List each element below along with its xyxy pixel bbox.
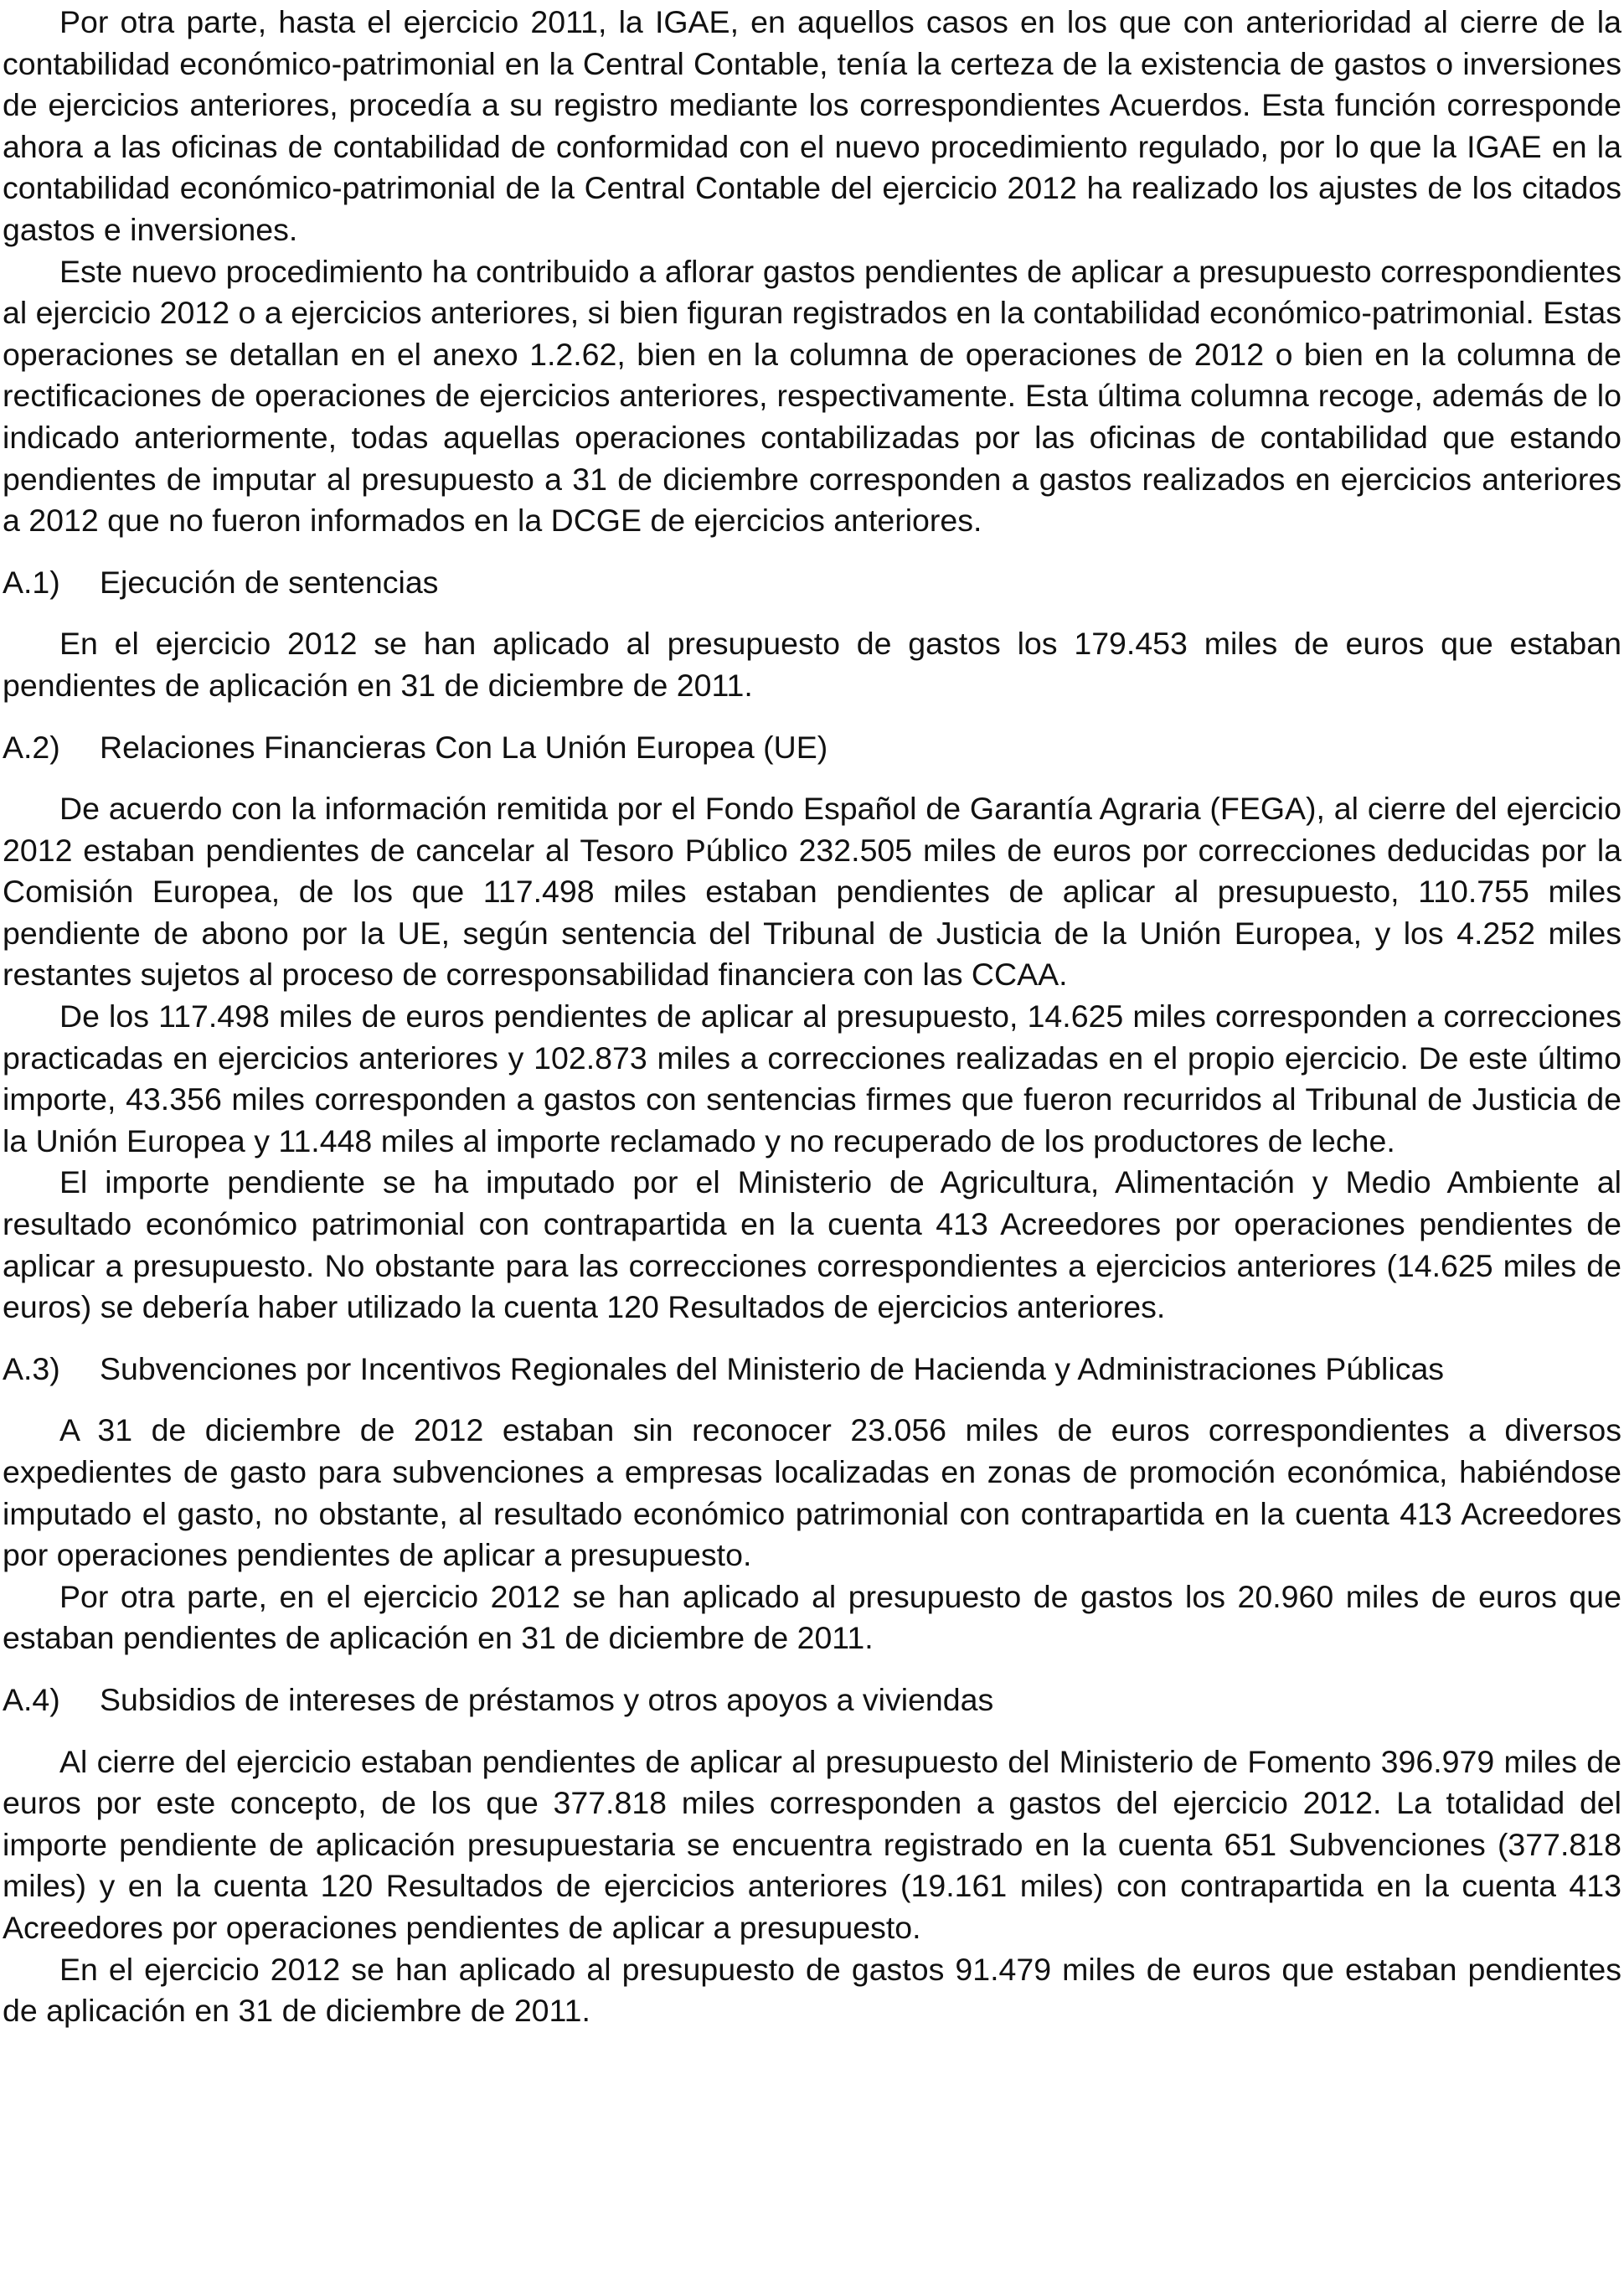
section-a4-paragraph-2: En el ejercicio 2012 se han aplicado al presupuesto de gastos 91.479 miles de euros que estaban pendientes de aplicación en 31 de diciembre de 2011. <box>3 1951 1621 2029</box>
section-a2-paragraph-2: De los 117.498 miles de euros pendientes de aplicar al presupuesto, 14.625 miles corresponden a correcciones practicadas en ejercicios anteriores y 102.873 miles a correcciones realizadas en el propio ejercicio. De este último importe, 43.356 miles corresponden a gastos con sentencias firmes que fueron recurridos al Tribunal de Justicia de la Unión Europea y 11.448 miles al importe reclamado y no recuperado de los productores de leche. <box>3 998 1621 1158</box>
intro-paragraph-1: Por otra parte, hasta el ejercicio 2011, la IGAE, en aquellos casos en los que con anterioridad al cierre de la contabilidad económico-patrimonial en la Central Contable, tenía la certeza de la existencia de gastos o inversiones de ejercicios anteriores, procedía a su registro mediante los correspondientes Acuerdos. Esta función corresponde ahora a las oficinas de contabilidad de conformidad con el nuevo procedimiento regulado, por lo que la IGAE en la contabilidad económico-patrimonial de la Central Contable del ejercicio 2012 ha realizado los ajustes de los citados gastos e inversiones. <box>3 4 1621 247</box>
section-title: Relaciones Financieras Con La Unión Europea (UE) <box>100 729 828 765</box>
document-body <box>3 2 1621 2032</box>
section-a1-paragraph-1: En el ejercicio 2012 se han aplicado al presupuesto de gastos los 179.453 miles de euros que estaban pendientes de aplicación en 31 de diciembre de 2011. <box>3 626 1621 703</box>
section-heading-a4 <box>3 1679 1621 1721</box>
section-title: Subsidios de intereses de préstamos y otros apoyos a viviendas <box>100 1681 994 1717</box>
section-a3-paragraph-1: A 31 de diciembre de 2012 estaban sin reconocer 23.056 miles de euros correspondientes a diversos expedientes de gasto para subvenciones a empresas localizadas en zonas de promoción económica, habiéndose imputado el gasto, no obstante, al resultado económico patrimonial con contrapartida en la cuenta 413 Acreedores por operaciones pendientes de aplicar a presupuesto. <box>3 1412 1621 1573</box>
section-a2-paragraph-3: El importe pendiente se ha imputado por el Ministerio de Agricultura, Alimentación y Medio Ambiente al resultado económico patrimonial con contrapartida en la cuenta 413 Acreedores por operaciones pendientes de aplicar a presupuesto. No obstante para las correcciones correspondientes a ejercicios anteriores (14.625 miles de euros) se debería haber utilizado la cuenta 120 Resultados de ejercicios anteriores. <box>3 1164 1621 1325</box>
section-heading-a2 <box>3 727 1621 769</box>
section-title: Subvenciones por Incentivos Regionales del Ministerio de Hacienda y Administraciones Públicas <box>100 1350 1445 1386</box>
section-a4-paragraph-1: Al cierre del ejercicio estaban pendientes de aplicar al presupuesto del Ministerio de Fomento 396.979 miles de euros por este concepto, de los que 377.818 miles corresponden a gastos del ejercicio 2012. La totalidad del importe pendiente de aplicación presupuestaria se encuentra registrado en la cuenta 651 Subvenciones (377.818 miles) y en la cuenta 120 Resultados de ejercicios anteriores (19.161 miles) con contrapartida en la cuenta 413 Acreedores por operaciones pendientes de aplicar a presupuesto. <box>3 1743 1621 1945</box>
section-a3-paragraph-2: Por otra parte, en el ejercicio 2012 se han aplicado al presupuesto de gastos los 20.960 miles de euros que estaban pendientes de aplicación en 31 de diciembre de 2011. <box>3 1578 1621 1656</box>
section-number: A.2) <box>3 729 60 765</box>
section-number: A.4) <box>3 1681 60 1717</box>
section-heading-a3 <box>3 1349 1621 1390</box>
section-number: A.1) <box>3 564 60 600</box>
intro-paragraph-2: Este nuevo procedimiento ha contribuido a aflorar gastos pendientes de aplicar a presupuesto correspondientes al ejercicio 2012 o a ejercicios anteriores, si bien figuran registrados en la contabilidad económico-patrimonial. Estas operaciones se detallan en el anexo 1.2.62, bien en la columna de operaciones de 2012 o bien en la columna de rectificaciones de operaciones de ejercicios anteriores, respectivamente. Esta última columna recoge, además de lo indicado anteriormente, todas aquellas operaciones contabilizadas por las oficinas de contabilidad que estando pendientes de imputar al presupuesto a 31 de diciembre corresponden a gastos realizados en ejercicios anteriores a 2012 que no fueron informados en la DCGE de ejercicios anteriores. <box>3 253 1621 539</box>
section-number: A.3) <box>3 1350 60 1386</box>
section-title: Ejecución de sentencias <box>100 564 439 600</box>
section-heading-a1 <box>3 562 1621 604</box>
section-a2-paragraph-1: De acuerdo con la información remitida por el Fondo Español de Garantía Agraria (FEGA), al cierre del ejercicio 2012 estaban pendientes de cancelar al Tesoro Público 232.505 miles de euros por correcciones deducidas por la Comisión Europea, de los que 117.498 miles estaban pendientes de aplicar al presupuesto, 110.755 miles pendiente de abono por la UE, según sentencia del Tribunal de Justicia de la Unión Europea, y los 4.252 miles restantes sujetos al proceso de corresponsabilidad financiera con las CCAA. <box>3 791 1621 993</box>
